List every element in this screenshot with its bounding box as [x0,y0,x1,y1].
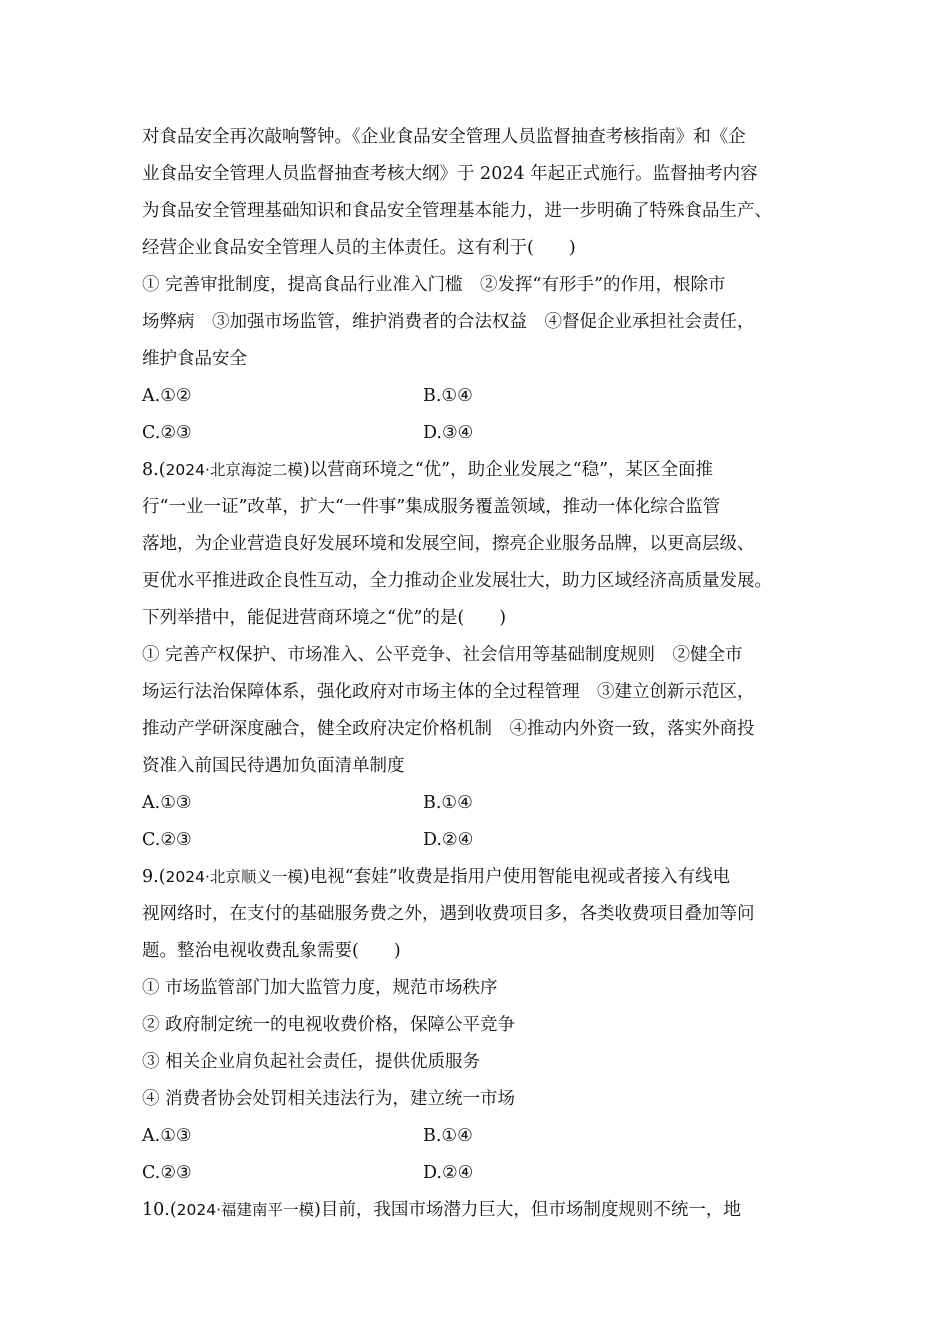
q10-source: 2024·福建南平一模 [176,1201,315,1219]
q7-statement-line: 场弊病 ③加强市场监管，维护消费者的合法权益 ④督促企业承担社会责任， [142,312,755,332]
q9-statement-line: ③ 相关企业肩负起社会责任，提供优质服务 [142,1052,481,1072]
q9-stem-line: 视网络时，在支付的基础服务费之外，遇到收费项目多，各类收费项目叠加等问 [142,904,755,924]
q7-stem-line: 对食品安全再次敲响警钟。《企业食品安全管理人员监督抽查考核指南》和《企 [142,127,746,147]
q8-option-b[interactable]: B.①④ [423,793,473,813]
q8-source: 2024·北京海淀二模 [165,461,303,479]
q7-stem-line: 经营企业食品安全管理人员的主体责任。这有利于( ) [142,238,576,258]
q9-option-b[interactable]: B.①④ [423,1126,473,1146]
q9-statement-line: ① 市场监管部门加大监管力度，规范市场秩序 [142,978,498,998]
q7-option-c[interactable]: C.②③ [142,423,192,443]
q7-stem-line: 为食品安全管理基础知识和食品安全管理基本能力，进一步明确了特殊食品生产、 [142,201,772,221]
q10-stem-first-line [142,1198,822,1222]
q7-option-d[interactable]: D.③④ [423,423,474,443]
q9-number: 9.( [142,867,166,887]
q9-option-c[interactable]: C.②③ [142,1163,192,1183]
q8-stem-first-line [142,458,822,482]
q9-option-d[interactable]: D.②④ [423,1163,474,1183]
q7-option-a[interactable]: A.①② [142,386,192,406]
q8-stem-line: 行“一业一证”改革，扩大“一件事”集成服务覆盖领域，推动一体化综合监管 [142,497,721,517]
q8-number: 8.( [142,460,166,480]
q7-statement-line: ① 完善审批制度，提高食品行业准入门槛 ②发挥“有形手”的作用，根除市 [142,275,726,295]
q7-statement-line: 维护食品安全 [142,349,247,369]
q8-stem-line: 下列举措中，能促进营商环境之“优”的是( ) [142,608,507,628]
q8-statement-line: 资准入前国民待遇加负面清单制度 [142,756,405,776]
q8-option-c[interactable]: C.②③ [142,830,192,850]
q9-statement-line: ② 政府制定统一的电视收费价格，保障公平竞争 [142,1015,516,1035]
q8-option-a[interactable]: A.①③ [142,793,192,813]
q7-stem-line: 业食品安全管理人员监督抽查考核大纲》于 2024 年起正式施行。监督抽考内容 [142,164,758,184]
q8-option-d[interactable]: D.②④ [423,830,474,850]
q8-statement-line: 推动产学研深度融合，健全政府决定价格机制 ④推动内外资一致，落实外商投 [142,719,755,739]
q9-stem-first-text: )电视“套娃”收费是指用户使用智能电视或者接入有线电 [302,867,731,887]
q9-stem-line: 题。整治电视收费乱象需要( ) [142,941,401,961]
q8-statement-line: 场运行法治保障体系，强化政府对市场主体的全过程管理 ③建立创新示范区， [142,682,755,702]
q8-statement-line: ① 完善产权保护、市场准入、公平竞争、社会信用等基础制度规则 ②健全市 [142,645,743,665]
q10-stem-first-text: )目前，我国市场潜力巨大，但市场制度规则不统一，地 [314,1200,741,1220]
q9-stem-first-line [142,865,822,889]
q7-option-b[interactable]: B.①④ [423,386,473,406]
q8-stem-first-text: )以营商环境之“优”，助企业发展之“稳”，某区全面推 [302,460,714,480]
q10-number: 10.( [142,1200,177,1220]
q8-stem-line: 更优水平推进政企良性互动，全力推动企业发展壮大，助力区域经济高质量发展。 [142,571,772,591]
q9-option-a[interactable]: A.①③ [142,1126,192,1146]
q9-source: 2024·北京顺义一模 [165,868,303,886]
q9-statement-line: ④ 消费者协会处罚相关违法行为，建立统一市场 [142,1089,516,1109]
q8-stem-line: 落地，为企业营造良好发展环境和发展空间，擦亮企业服务品牌，以更高层级、 [142,534,755,554]
